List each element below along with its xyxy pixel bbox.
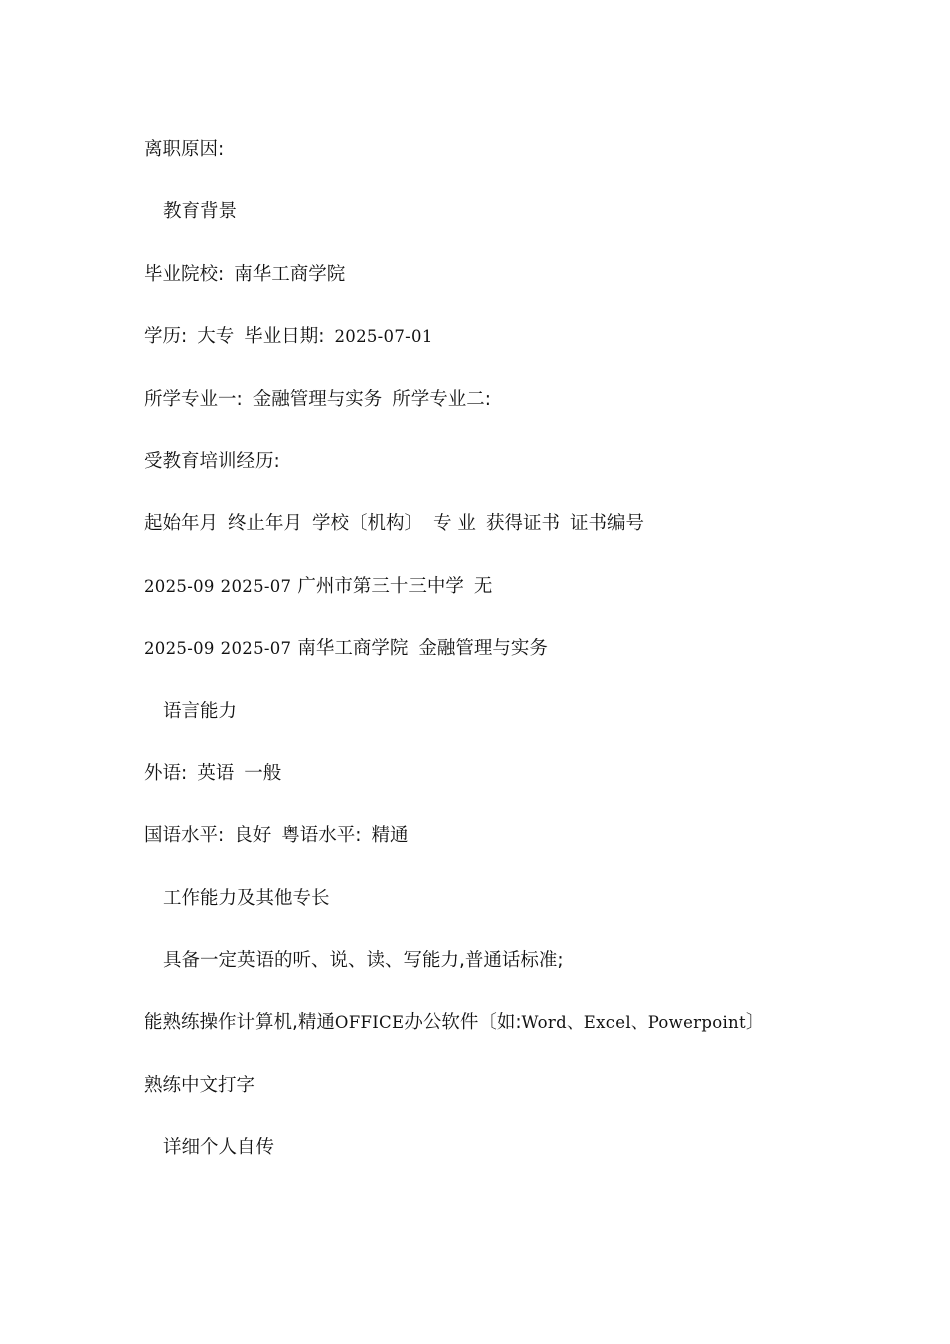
foreign-level: 一般 <box>244 762 282 784</box>
major1-value: 金融管理与实务 <box>252 388 383 410</box>
skills-heading-text: 工作能力及其他专长 <box>163 887 330 909</box>
mandarin-value: 良好 <box>234 825 272 847</box>
cantonese-value: 精通 <box>371 825 409 847</box>
skills-apps: Word、Excel、Powerpoint <box>521 1013 746 1033</box>
dialect-line <box>144 820 904 882</box>
foreign-language-line <box>144 758 904 820</box>
skills-line-2 <box>144 1007 904 1069</box>
training-row <box>144 633 904 695</box>
cantonese-label: 粤语水平: <box>281 825 362 847</box>
training-school: 南华工商学院 <box>297 638 409 660</box>
training-end: 2025-07 <box>220 576 292 596</box>
training-start: 2025-09 <box>144 576 215 596</box>
skills-text: 具备一定英语的听、说、读、写能力,普通话标准; <box>163 950 564 972</box>
major-line <box>144 384 904 446</box>
major2-label: 所学专业二: <box>392 388 491 410</box>
training-label: 受教育培训经历: <box>144 450 280 472</box>
leave-reason-line <box>144 134 904 196</box>
training-header: 起始年月 <box>144 513 219 535</box>
school-value: 南华工商学院 <box>234 263 346 285</box>
grad-date-value: 2025-07-01 <box>334 327 433 347</box>
skills-prefix: 能熟练操作计算机,精通 <box>144 1012 335 1034</box>
skills-line-3 <box>144 1070 904 1132</box>
skills-heading <box>144 883 904 945</box>
education-heading-text: 教育背景 <box>163 201 238 223</box>
skills-line-1 <box>144 945 904 1007</box>
degree-value: 大专 <box>197 326 235 348</box>
language-heading <box>144 696 904 758</box>
foreign-label: 外语: <box>144 762 188 784</box>
degree-label: 学历: <box>144 326 188 348</box>
training-label-line <box>144 446 904 508</box>
degree-line <box>144 321 904 383</box>
training-extra: 金融管理与实务 <box>418 638 548 660</box>
school-label: 毕业院校: <box>144 263 225 285</box>
training-header: 证书编号 <box>569 513 644 535</box>
leave-reason-label: 离职原因: <box>144 139 225 160</box>
training-school: 广州市第三十三中学 <box>297 575 464 597</box>
mandarin-label: 国语水平: <box>144 825 225 847</box>
bio-heading <box>144 1132 904 1194</box>
training-end: 2025-07 <box>220 639 292 659</box>
resume-page <box>144 134 904 1195</box>
training-extra: 无 <box>473 575 493 597</box>
school-line <box>144 259 904 321</box>
training-header: 学校〔机构〕 <box>312 513 424 535</box>
training-header: 终止年月 <box>228 513 303 535</box>
training-header: 专 业 <box>433 513 476 535</box>
education-heading <box>144 196 904 258</box>
training-header-row <box>144 508 904 570</box>
skills-office: OFFICE <box>334 1013 405 1033</box>
grad-date-label: 毕业日期: <box>244 326 325 348</box>
skills-mid: 办公软件〔如: <box>404 1012 522 1034</box>
major1-label: 所学专业一: <box>144 388 243 410</box>
bio-heading-text: 详细个人自传 <box>163 1137 275 1159</box>
training-row <box>144 571 904 633</box>
language-heading-text: 语言能力 <box>163 700 238 722</box>
skills-close: 〕 <box>745 1012 765 1034</box>
foreign-value: 英语 <box>197 762 235 784</box>
training-header: 获得证书 <box>485 513 560 535</box>
skills-text: 熟练中文打字 <box>144 1074 256 1096</box>
training-start: 2025-09 <box>144 639 215 659</box>
